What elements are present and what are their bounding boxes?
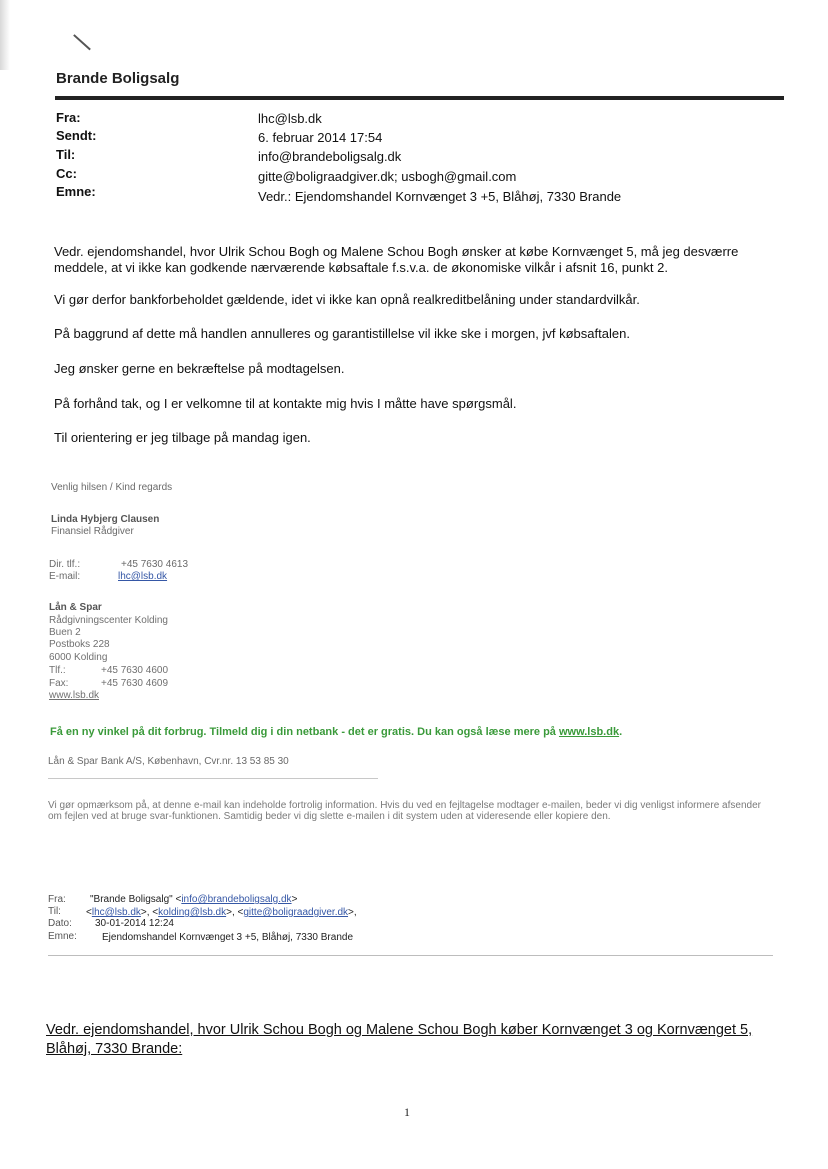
scan-edge-shadow xyxy=(0,0,10,70)
fwd-from-value xyxy=(90,894,297,905)
body-paragraph-2: Vi gør derfor bankforbeholdet gældende, idet vi ikke kan opnå realkreditbelåning under standardvilkår. xyxy=(54,292,640,307)
fwd-from-label: Fra: xyxy=(48,894,66,905)
disclaimer-divider xyxy=(48,778,378,779)
fax-label: Fax: xyxy=(49,678,69,689)
company-line: Lån & Spar Bank A/S, København, Cvr.nr. 13 53 85 30 xyxy=(48,756,289,767)
email-label: E-mail: xyxy=(49,571,81,582)
to-label: Til: xyxy=(56,147,76,162)
body-paragraph-6: Til orientering er jeg tilbage på mandag igen. xyxy=(54,430,311,445)
website-link[interactable]: www.lsb.dk xyxy=(49,690,100,701)
organization-name: Brande Boligsalg xyxy=(56,70,180,87)
fwd-to-email-3[interactable]: gitte@boligraadgiver.dk xyxy=(243,907,349,918)
body-paragraph-5: På forhånd tak, og I er velkomne til at kontakte mig hvis I måtte have spørgsmål. xyxy=(54,396,517,411)
header-divider xyxy=(55,96,784,100)
forwarded-divider xyxy=(48,955,773,956)
fwd-to-email-1[interactable]: lhc@lsb.dk xyxy=(91,907,141,918)
fwd-from-name: "Brande Boligsalg" < xyxy=(90,894,182,905)
branch-name: Rådgivningscenter Kolding xyxy=(49,615,168,626)
body-paragraph-4: Jeg ønsker gerne en bekræftelse på modtagelsen. xyxy=(54,361,345,376)
body-paragraph-3: På baggrund af dette må handlen annulleres og garantistillelse vil ikke ske i morgen, jvf købsaftalen. xyxy=(54,326,630,341)
fwd-subject-value: Ejendomshandel Kornvænget 3 +5, Blåhøj, 7330 Brande xyxy=(102,932,354,943)
postal-city: 6000 Kolding xyxy=(49,652,108,663)
disclaimer-text: Vi gør opmærksom på, at denne e-mail kan indeholde fortrolig information. Hvis du ved en fejltagelse modtager e-mailen, beder vi dig venligst informere afsender om fejlen ved at bruge svar-funktionen. Samtidig beder vi dig slette e-mailen i dit system uden at videresende eller kopiere den. xyxy=(48,800,761,822)
promo-link[interactable]: www.lsb.dk xyxy=(558,726,620,738)
promo-end: . xyxy=(619,726,623,738)
street-address: Buen 2 xyxy=(49,627,81,638)
tel-value: +45 7630 4600 xyxy=(101,665,169,676)
fwd-subject-label: Emne: xyxy=(48,931,77,942)
fax-value: +45 7630 4609 xyxy=(101,678,169,689)
bank-name: Lån & Spar xyxy=(49,602,102,613)
promo-text: Få en ny vinkel på dit forbrug. Tilmeld dig i din netbank - det er gratis. Du kan også læse mere på xyxy=(50,726,559,738)
from-value: lhc@lsb.dk xyxy=(258,111,322,126)
signature-email-link[interactable]: lhc@lsb.dk xyxy=(118,571,168,582)
from-label: Fra: xyxy=(56,110,81,125)
tel-label: Tlf.: xyxy=(49,665,66,676)
signature-greeting: Venlig hilsen / Kind regards xyxy=(51,482,173,493)
dir-phone-value: +45 7630 4613 xyxy=(121,559,189,570)
forwarded-message-title: Vedr. ejendomshandel, hvor Ulrik Schou Bogh og Malene Schou Bogh køber Kornvænget 3 og Kornvænget 5, Blåhøj, 7330 Brande: xyxy=(46,1022,753,1057)
subject-label: Emne: xyxy=(56,184,96,199)
cc-label: Cc: xyxy=(56,166,77,181)
cc-value: gitte@boligraadgiver.dk; usbogh@gmail.com xyxy=(258,169,517,184)
scan-pen-mark xyxy=(73,34,90,50)
to-value: info@brandeboligsalg.dk xyxy=(258,149,402,164)
promo-line xyxy=(50,726,622,738)
fwd-to-email-2[interactable]: kolding@lsb.dk xyxy=(158,907,227,918)
sent-label: Sendt: xyxy=(56,128,97,143)
signature-name: Linda Hybjerg Clausen xyxy=(51,514,160,525)
fwd-to-label: Til: xyxy=(48,906,61,917)
page-number: 1 xyxy=(404,1105,410,1119)
subject-value: Vedr.: Ejendomshandel Kornvænget 3 +5, Blåhøj, 7330 Brande xyxy=(258,189,622,204)
sent-value: 6. februar 2014 17:54 xyxy=(258,130,383,145)
body-paragraph-1: Vedr. ejendomshandel, hvor Ulrik Schou Bogh og Malene Schou Bogh ønsker at købe Kornvænget 5, må jeg desværre meddele, at vi ikke kan godkende nærværende købsaftale f.s.v.a. de økonomiske vilkår i afsnit 16, punkt 2. xyxy=(54,244,739,275)
fwd-from-end: > xyxy=(291,894,298,905)
fwd-to-value: <lhc@lsb.dk>, <kolding@lsb.dk>, <gitte@boligraadgiver.dk>, xyxy=(86,907,357,918)
po-box: Postboks 228 xyxy=(49,639,110,650)
dir-phone-label: Dir. tlf.: xyxy=(49,559,81,570)
fwd-from-email[interactable]: info@brandeboligsalg.dk xyxy=(181,894,292,905)
fwd-date-label: Dato: xyxy=(48,918,72,929)
fwd-date-value: 30-01-2014 12:24 xyxy=(95,918,174,929)
signature-title: Finansiel Rådgiver xyxy=(51,526,134,537)
